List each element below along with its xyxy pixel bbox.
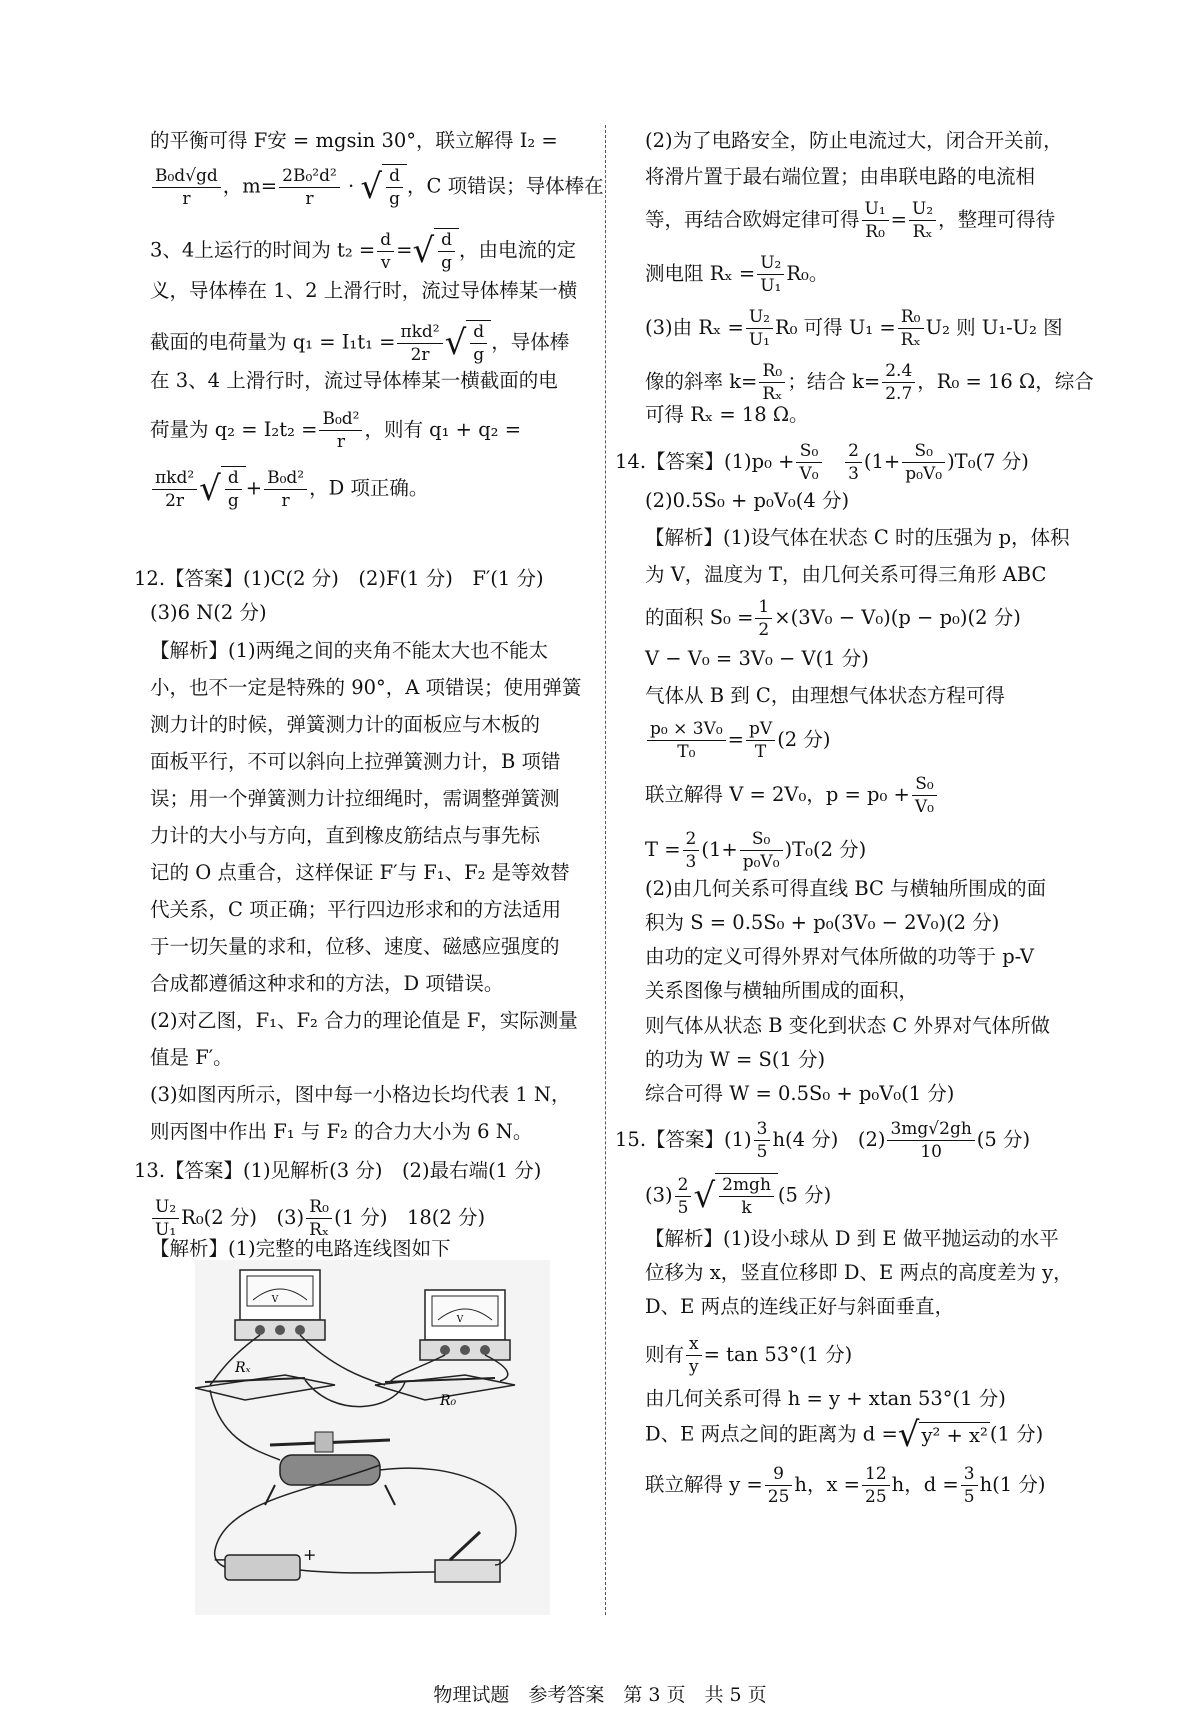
- text-line: 测电阻 Rₓ = $\frac{\text{U₂}}{\text{U₁}}$ R₀。: [645, 253, 829, 296]
- text-line: D、E 两点之间的距离为 d =√ y² + x² (1 分): [645, 1415, 1044, 1455]
- text-line: 积为 S = 0.5S₀ + p₀(3V₀ − 2V₀)(2 分): [645, 911, 1000, 934]
- circuit-diagram: [195, 1260, 550, 1615]
- text-line: 【解析】(1)完整的电路连线图如下: [150, 1237, 451, 1260]
- text-line: 记的 O 点重合，这样保证 F′与 F₁、F₂ 是等效替: [150, 861, 570, 884]
- text-line: 将滑片置于最右端位置；由串联电路的电流相: [645, 165, 1036, 188]
- page-footer: 物理试题 参考答案 第 3 页 共 5 页: [433, 1684, 767, 1706]
- text-line: 为 V，温度为 T，由几何关系可得三角形 ABC: [645, 563, 1047, 586]
- column-divider: [605, 125, 606, 1615]
- answer-line: 13.【答案】(1)见解析(3 分) (2)最右端(1 分): [134, 1159, 542, 1182]
- rx-label: Rₓ: [235, 1360, 251, 1376]
- text-line: D、E 两点的连线正好与斜面垂直，: [645, 1295, 955, 1318]
- text-line: T = $\frac{2}{3}$ (1+ $\frac{\text{S₀}}{\text{p₀V₀}}$ )T₀(2 分): [645, 829, 867, 872]
- text-line: 气体从 B 到 C，由理想气体状态方程可得: [645, 684, 1005, 707]
- text-line: 值是 F′。: [150, 1046, 233, 1069]
- text-line: 的面积 S₀ = $\frac{1}{2}$ ×(3V₀ − V₀)(p − p₀)(2 分): [645, 597, 1021, 640]
- text-line: 综合可得 W = 0.5S₀ + p₀V₀(1 分): [645, 1082, 955, 1105]
- text-line: 的功为 W = S(1 分): [645, 1048, 826, 1071]
- text-line: 在 3、4 上滑行时，流过导体棒某一横截面的电: [150, 369, 558, 392]
- text-line: 【解析】(1)设小球从 D 到 E 做平抛运动的水平: [645, 1227, 1059, 1250]
- text-line: 联立解得 y = $\frac{9}{25}$ h，x = $\frac{12}{25}$ h，d = $\frac{3}{5}$ h(1 分): [645, 1464, 1046, 1507]
- text-line: $\frac{\text{p₀ × 3V₀}}{\text{T₀}}$ = $\frac{pV}{T}$ (2 分): [645, 718, 831, 763]
- text-line: 【解析】(1)两绳之间的夹角不能太大也不能太: [150, 639, 549, 662]
- answer-line: $\frac{\text{U₂}}{\text{U₁}}$ R₀(2 分) (3) $\frac{\text{R₀}}{\text{Rₓ}}$ (1 分) 18(2 分): [150, 1196, 485, 1241]
- r0-label: R₀: [440, 1393, 457, 1409]
- text-line: 小，也不一定是特殊的 90°，A 项错误；使用弹簧: [150, 676, 582, 699]
- text-line: 截面的电荷量为 q₁ = I₁t₁ = $\frac{\text{πkd²}}{2r}$ √ $\frac{d}{g}$ ，导体棒: [150, 321, 570, 365]
- text-line: (3)如图丙所示，图中每一小格边长均代表 1 N，: [150, 1083, 571, 1106]
- voltmeter-2: [420, 1290, 510, 1360]
- battery-plus: +: [303, 1545, 317, 1564]
- battery-minus: −: [213, 1550, 227, 1569]
- text-line: (2)对乙图，F₁、F₂ 合力的理论值是 F，实际测量: [150, 1009, 578, 1032]
- text-line: 的平衡可得 F安 = mgsin 30°，联立解得 I₂ =: [150, 129, 558, 152]
- text-line: 于一切矢量的求和，位移、速度、磁感应强度的: [150, 935, 560, 958]
- svg-text:V: V: [271, 1295, 279, 1305]
- answer-line: (2)0.5S₀ + p₀V₀(4 分): [645, 489, 850, 512]
- text-line: (2)由几何关系可得直线 BC 与横轴所围成的面: [645, 877, 1047, 900]
- text-line: 义，导体棒在 1、2 上滑行时，流过导体棒某一横: [150, 279, 578, 302]
- text-line: 则气体从状态 B 变化到状态 C 外界对气体所做: [645, 1014, 1051, 1037]
- text-line: 联立解得 V = 2V₀，p = p₀ + $\frac{\text{S₀}}{\text{V₀}}$: [645, 773, 939, 818]
- text-line: 像的斜率 k= $\frac{\text{R₀}}{\text{Rₓ}}$ ；结合 k= $\frac{2.4}{2.7}$ ，R₀ = 16 Ω，综合: [645, 361, 1094, 404]
- voltmeter-1: [235, 1270, 325, 1340]
- answer-line: (3)6 N(2 分): [150, 601, 267, 624]
- text-line: 由几何关系可得 h = y + xtan 53°(1 分): [645, 1387, 1006, 1410]
- text-line: 关系图像与横轴所围成的面积，: [645, 979, 919, 1002]
- answer-line: (3) $\frac{2}{5}$ √ $\frac{\text{2mgh}}{k}$ (5 分): [645, 1174, 832, 1218]
- text-line: 测力计的时候，弹簧测力计的面板应与木板的: [150, 713, 541, 736]
- text-line: 误；用一个弹簧测力计拉细绳时，需调整弹簧测: [150, 787, 560, 810]
- text-line: 代关系，C 项正确；平行四边形求和的方法适用: [150, 898, 562, 921]
- text-line: 力计的大小与方向，直到橡皮筋结点与事先标: [150, 824, 541, 847]
- text-line: 【解析】(1)设气体在状态 C 时的压强为 p，体积: [645, 526, 1070, 549]
- answer-line: 12.【答案】(1)C(2 分) (2)F(1 分) F′(1 分): [134, 567, 544, 590]
- text-line: 3、4上运行的时间为 t₂ = $\frac{d}{v}$ =√ $\frac{d}{g}$ ，由电流的定: [150, 229, 577, 273]
- text-line: (3)由 Rₓ = $\frac{\text{U₂}}{\text{U₁}}$ R₀ 可得 U₁ = $\frac{\text{R₀}}{\text{Rₓ}}$ U₂ 则 U₁-U₂ 图: [645, 307, 1063, 350]
- text-line: $\frac{\text{πkd²}}{2r}$ √ $\frac{d}{g}$ + $\frac{\text{B₀d²}}{r}$ ，D 项正确。: [150, 466, 428, 512]
- text-line: 位移为 x，竖直位移即 D、E 两点的高度差为 y，: [645, 1261, 1073, 1284]
- svg-text:V: V: [456, 1315, 464, 1325]
- text-line: 等，再结合欧姆定律可得 $\frac{\text{U₁}}{\text{R₀}}$ = $\frac{\text{U₂}}{\text{Rₓ}}$ ，整理可得待: [645, 199, 1056, 242]
- text-line: V − V₀ = 3V₀ − V(1 分): [645, 647, 869, 670]
- answer-line: 15.【答案】(1) $\frac{3}{5}$ h(4 分) (2) $\frac{3mg√2gh}{10}$ (5 分): [615, 1119, 1031, 1162]
- text-line: 则丙图中作出 F₁ 与 F₂ 的合力大小为 6 N。: [150, 1120, 533, 1143]
- text-line: 荷量为 q₂ = I₂t₂ = $\frac{\text{B₀d²}}{r}$ ，则有 q₁ + q₂ =: [150, 409, 522, 452]
- answer-line: 14.【答案】(1)p₀ + $\frac{\text{S₀}}{\text{V₀}}$ $\frac{2}{3}$ (1+ $\frac{\text{S₀}}{\text{p₀V₀}}$ )T₀(7 分): [615, 441, 1029, 484]
- text-line: 面板平行，不可以斜向上拉弹簧测力计，B 项错: [150, 750, 561, 773]
- text-line: $\frac{\text{B₀d√gd}}{r}$ ，m= $\frac{\text{2B₀²d²}}{r}$ · √ $\frac{d}{g}$ ，C 项错误；导体棒在: [150, 164, 604, 210]
- text-line: 可得 Rₓ = 18 Ω。: [645, 403, 809, 426]
- text-line: 则有 $\frac{x}{y}$ = tan 53°(1 分): [645, 1334, 853, 1377]
- text-line: 合成都遵循这种求和的方法，D 项错误。: [150, 972, 504, 995]
- text-line: (2)为了电路安全，防止电流过大，闭合开关前，: [645, 129, 1063, 152]
- text-line: 由功的定义可得外界对气体所做的功等于 p-V: [645, 945, 1034, 968]
